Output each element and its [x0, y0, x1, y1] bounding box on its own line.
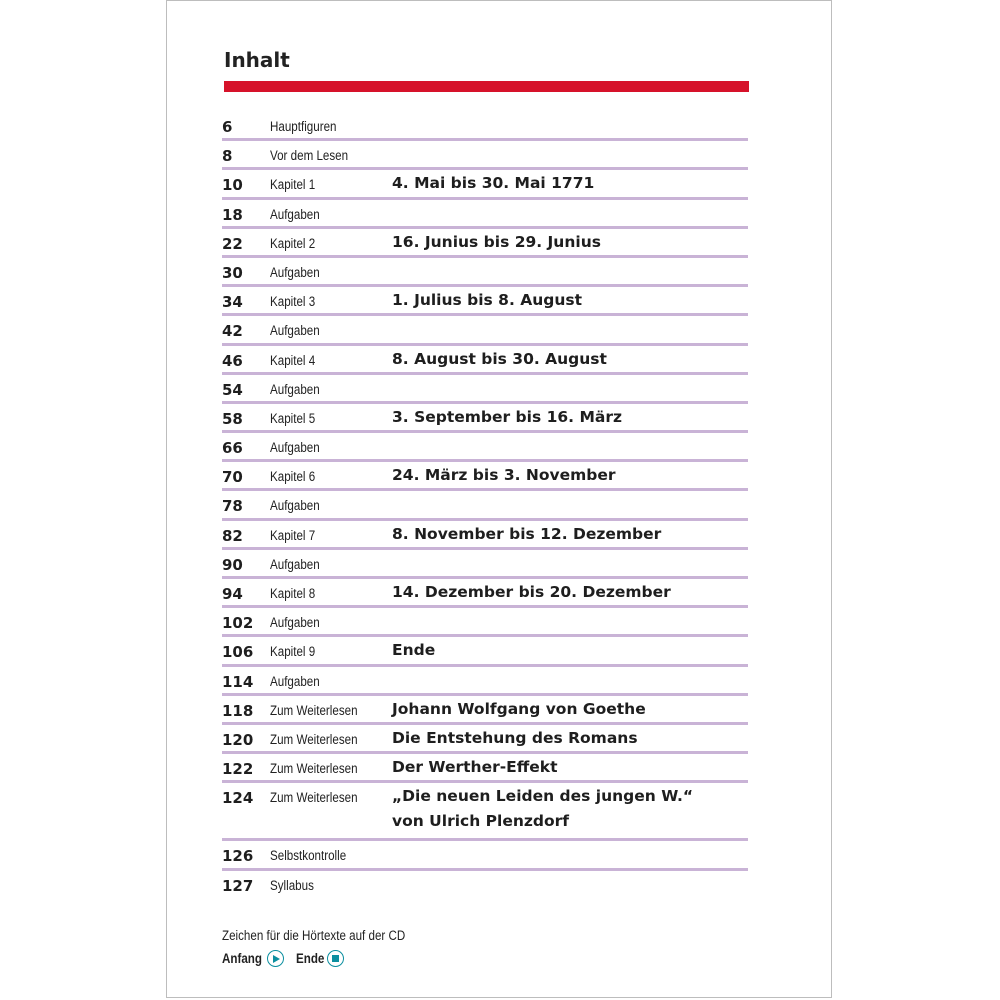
toc-page-number: 126	[222, 847, 254, 866]
toc-page-number: 70	[222, 468, 243, 487]
toc-page-number: 78	[222, 497, 243, 516]
toc-chapter-detail: 14. Dezember bis 20. Dezember	[392, 583, 671, 601]
toc-chapter-detail: 4. Mai bis 30. Mai 1771	[392, 174, 595, 193]
toc-chapter-detail: Ende	[392, 641, 436, 660]
toc-page-number: 34	[222, 293, 243, 312]
toc-section-label: Kapitel 8	[270, 586, 316, 601]
toc-row	[222, 783, 748, 841]
toc-section-label: Kapitel 2	[270, 235, 316, 251]
toc-section-label: Hauptfiguren	[270, 119, 337, 134]
toc-row	[222, 696, 748, 725]
toc-section-label: Aufgaben	[270, 264, 320, 280]
toc-row	[222, 170, 748, 199]
toc-page-number: 66	[222, 439, 243, 458]
toc-page-number: 10	[222, 176, 243, 195]
toc-chapter-detail: 8. August bis 30. August	[392, 349, 607, 368]
toc-section-label: Zum Weiterlesen	[270, 761, 358, 777]
stop-icon	[327, 950, 344, 967]
toc-section-label: Zum Weiterlesen	[270, 731, 358, 747]
toc-chapter-detail: 24. März bis 3. November	[392, 466, 616, 485]
toc-row	[222, 287, 748, 316]
toc-section-label: Kapitel 7	[270, 527, 316, 543]
toc-section-label: Aufgaben	[270, 498, 320, 514]
title-rule	[224, 81, 749, 92]
toc-page-number: 90	[222, 555, 243, 574]
toc-page-number: 22	[222, 234, 243, 253]
toc-page-number: 46	[222, 351, 243, 370]
toc-row	[222, 871, 748, 897]
toc-section-label: Kapitel 5	[270, 410, 316, 426]
toc-row	[222, 433, 748, 462]
toc-page-number: 18	[222, 205, 243, 224]
toc-page-number: 124	[222, 789, 254, 808]
toc-row	[222, 404, 748, 433]
toc-section-label: Kapitel 4	[270, 352, 316, 368]
toc-row	[222, 550, 748, 579]
toc-page-number: 82	[222, 526, 243, 545]
toc-page-number: 42	[222, 322, 243, 341]
end-label: Ende	[295, 951, 324, 966]
toc-row	[222, 841, 748, 870]
toc-page-number: 6	[222, 118, 233, 136]
toc-chapter-detail: Johann Wolfgang von Goethe	[392, 699, 646, 718]
toc-page-number: 94	[222, 585, 243, 603]
page-title: Inhalt	[224, 48, 290, 72]
toc-chapter-detail: 3. September bis 16. März	[392, 407, 622, 426]
toc-row	[222, 579, 748, 608]
toc-section-label: Kapitel 6	[270, 469, 316, 485]
toc-row	[222, 667, 748, 696]
toc-section-label: Zum Weiterlesen	[270, 702, 358, 718]
toc-section-label: Kapitel 9	[270, 644, 316, 660]
toc-section-label: Aufgaben	[270, 673, 320, 689]
start-label: Anfang	[222, 951, 262, 966]
toc-row	[222, 141, 748, 170]
toc-page-number: 30	[222, 263, 243, 282]
toc-row	[222, 491, 748, 520]
toc-chapter-detail: 1. Julius bis 8. August	[392, 291, 583, 310]
toc-page-number: 127	[222, 876, 254, 895]
toc-page-number: 114	[222, 672, 254, 691]
toc-row	[222, 258, 748, 287]
toc-page-number: 58	[222, 409, 243, 428]
toc-section-label: Vor dem Lesen	[270, 148, 349, 164]
toc-section-label: Aufgaben	[270, 556, 320, 572]
table-of-contents	[222, 112, 748, 897]
toc-chapter-detail: 16. Junius bis 29. Junius	[392, 232, 601, 251]
toc-page-number: 120	[222, 730, 254, 749]
cd-legend-note: Zeichen für die Hörtexte auf der CD	[222, 928, 406, 943]
toc-page-number: 8	[222, 147, 233, 166]
toc-chapter-detail: „Die neuen Leiden des jungen W.“ von Ulrich Plenzdorf	[392, 787, 694, 831]
toc-page-number: 118	[222, 701, 254, 720]
toc-section-label: Aufgaben	[270, 615, 320, 631]
toc-row	[222, 608, 748, 637]
toc-section-label: Kapitel 3	[270, 294, 316, 310]
toc-row	[222, 375, 748, 404]
toc-section-label: Syllabus	[270, 877, 314, 893]
toc-row	[222, 112, 748, 141]
toc-chapter-detail: Der Werther-Effekt	[392, 758, 558, 777]
toc-page-number: 102	[222, 614, 254, 633]
toc-row	[222, 725, 748, 754]
toc-section-label: Aufgaben	[270, 440, 320, 456]
toc-page-number: 122	[222, 760, 254, 779]
toc-row	[222, 637, 748, 666]
play-icon	[267, 950, 284, 967]
toc-section-label: Aufgaben	[270, 323, 320, 339]
toc-row	[222, 200, 748, 229]
toc-section-label: Kapitel 1	[270, 177, 316, 193]
toc-page-number: 54	[222, 380, 243, 399]
toc-page-number: 106	[222, 643, 254, 662]
toc-section-label: Aufgaben	[270, 381, 320, 397]
toc-section-label: Zum Weiterlesen	[270, 790, 358, 806]
toc-row	[222, 462, 748, 491]
toc-row	[222, 316, 748, 345]
toc-chapter-detail: 8. November bis 12. Dezember	[392, 524, 662, 543]
toc-row	[222, 229, 748, 258]
toc-section-label: Aufgaben	[270, 206, 320, 222]
toc-chapter-detail: Die Entstehung des Romans	[392, 728, 638, 747]
toc-section-label: Selbstkontrolle	[270, 848, 347, 864]
toc-row	[222, 521, 748, 550]
cd-legend	[222, 950, 356, 967]
toc-row	[222, 754, 748, 783]
toc-row	[222, 346, 748, 375]
